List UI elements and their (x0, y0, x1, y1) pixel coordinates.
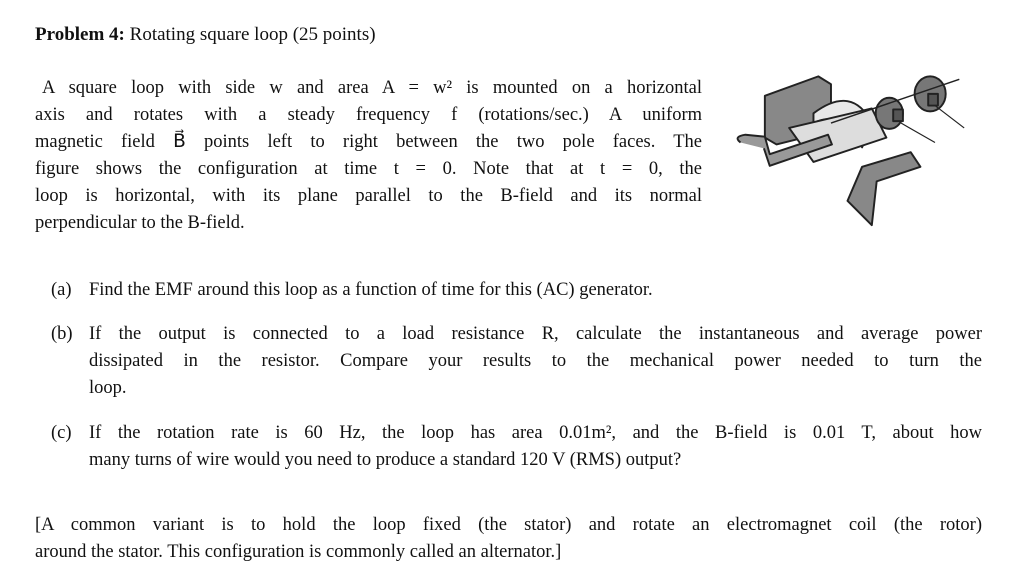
part-c-line: If the rotation rate is 60 Hz, the loop has area 0.01m², and the B-field is 0.01 T, about how (89, 423, 982, 443)
part-c-label: (c) (51, 423, 72, 443)
problem-label: Problem 4: (35, 24, 125, 45)
intro-line: magnetic field B⃗ points left to right between the two pole faces. The (35, 132, 702, 152)
part-a-line: Find the EMF around this loop as a function of time for this (AC) generator. (89, 280, 653, 300)
generator-figure (715, 55, 980, 230)
problem-title (35, 24, 376, 46)
intro-line: A square loop with side w and area A = w² is mounted on a horizontal (42, 78, 702, 98)
brush (928, 94, 938, 106)
part-b-line: If the output is connected to a load resistance R, calculate the instantaneous and average power (89, 324, 982, 344)
problem-heading: Rotating square loop (25 points) (129, 24, 376, 45)
brush (893, 109, 903, 121)
intro-line: axis and rotates with a steady frequency f (rotations/sec.) A uniform (35, 105, 702, 125)
part-a-label: (a) (51, 280, 72, 300)
part-b-line: dissipated in the resistor. Compare your results to the mechanical power needed to turn the (89, 351, 982, 371)
part-c-line: many turns of wire would you need to produce a standard 120 V (RMS) output? (89, 450, 682, 470)
note-line: around the stator. This configuration is commonly called an alternator.] (35, 542, 562, 562)
note-line: [A common variant is to hold the loop fixed (the stator) and rotate an electromagnet coil (the rotor) (35, 515, 982, 535)
intro-line: figure shows the configuration at time t = 0. Note that at t = 0, the (35, 159, 702, 179)
part-b-label: (b) (51, 324, 73, 344)
intro-line: perpendicular to the B-field. (35, 213, 245, 233)
intro-line: loop is horizontal, with its plane parallel to the B-field and its normal (35, 186, 702, 206)
part-b-line: loop. (89, 378, 127, 398)
right-pole-face (848, 152, 921, 225)
